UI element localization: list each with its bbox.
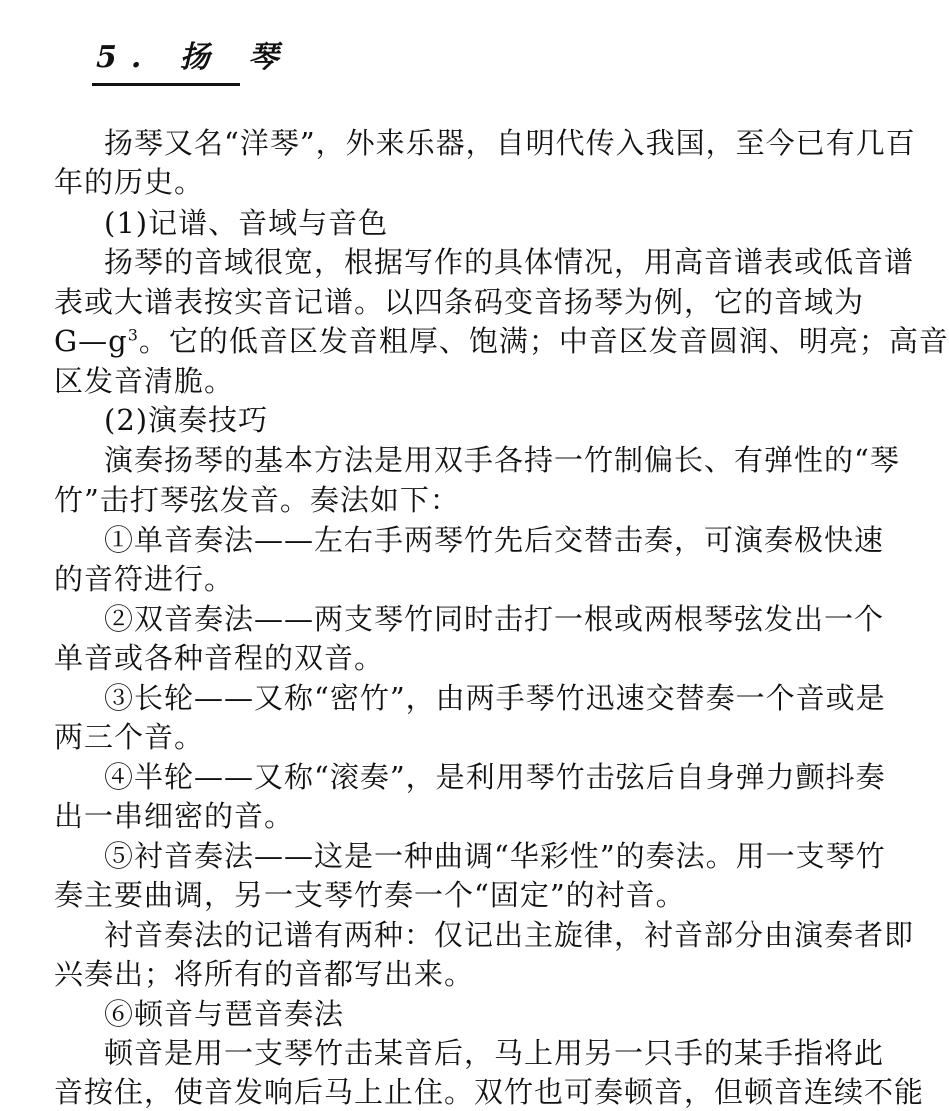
technique-item-1: ①单音奏法——左右手两琴竹先后交替击奏，可演奏极快速 <box>104 523 885 557</box>
paragraph-line: 演奏扬琴的基本方法是用双手各持一竹制偏长、有弹性的“琴 <box>104 443 900 477</box>
range-superscript: 3 <box>127 325 139 345</box>
paragraph-line: 兴奏出；将所有的音都写出来。 <box>54 957 475 991</box>
paragraph-line: 出一串细密的音。 <box>54 799 295 833</box>
paragraph-line: 顿音是用一支琴竹击某音后，马上用另一只手的某手指将此 <box>104 1036 885 1070</box>
heading-underline <box>92 83 240 86</box>
paragraph-line: 表或大谱表按实音记谱。以四条码变音扬琴为例，它的音域为 <box>54 285 865 319</box>
subheading-notation: (1)记谱、音域与音色 <box>104 206 389 240</box>
paragraph-line: 区发音清脆。 <box>54 364 235 398</box>
range-line-text: 。它的低音区发音粗厚、饱满；中音区发音圆润、明亮；高音 <box>138 324 949 358</box>
paragraph-line: 衬音奏法的记谱有两种：仅记出主旋律，衬音部分由演奏者即 <box>104 918 915 952</box>
paragraph-line: 奏主要曲调，另一支琴竹奏一个“固定”的衬音。 <box>54 878 686 912</box>
technique-item-3: ③长轮——又称“密竹”，由两手琴竹迅速交替奏一个音或是 <box>104 681 886 715</box>
section-heading: 5. 扬 琴 <box>96 40 293 75</box>
subheading-technique: (2)演奏技巧 <box>104 403 269 437</box>
paragraph-line: 两三个音。 <box>54 720 205 754</box>
paragraph-line: 扬琴又名“洋琴”，外来乐器，自明代传入我国，至今已有几百 <box>104 126 916 160</box>
technique-item-2: ②双音奏法——两支琴竹同时击打一根或两根琴弦发出一个 <box>104 602 885 636</box>
paragraph-line: 竹”击打琴弦发音。奏法如下： <box>54 483 460 517</box>
paragraph-line: 年的历史。 <box>54 165 205 199</box>
technique-item-5: ⑤衬音奏法——这是一种曲调“华彩性”的奏法。用一支琴竹 <box>104 839 886 873</box>
paragraph-line: 扬琴的音域很宽，根据写作的具体情况，用高音谱表或低音谱 <box>104 245 915 279</box>
technique-item-4: ④半轮——又称“滚奏”，是利用琴竹击弦后自身弹力颤抖奏 <box>104 760 886 794</box>
paragraph-line: 的音符进行。 <box>54 562 235 596</box>
range-notation: G—g <box>54 324 128 358</box>
paragraph-line: 音按住，使音发响后马上止住。双竹也可奏顿音，但顿音连续不能 <box>54 1075 925 1109</box>
paragraph-line: 单音或各种音程的双音。 <box>54 641 385 675</box>
paragraph-line-range <box>54 322 949 360</box>
technique-item-6: ⑥顿音与琶音奏法 <box>104 997 345 1031</box>
